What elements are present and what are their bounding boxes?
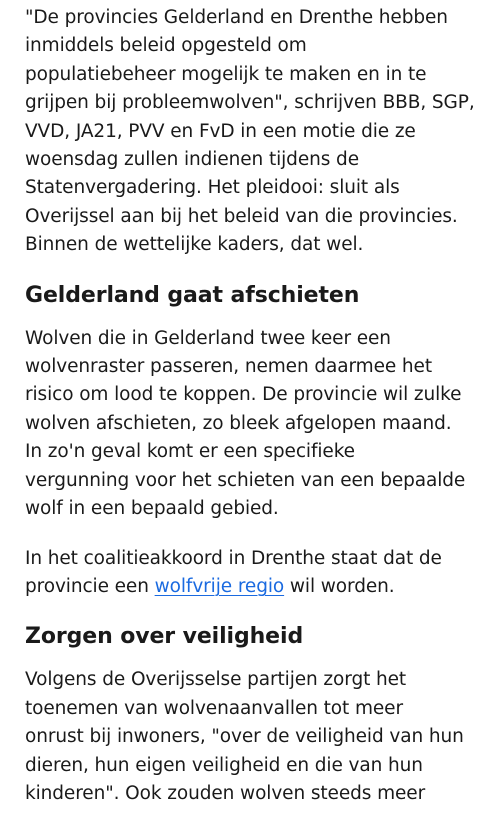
- text-line: VVD, JA21, PVV en FvD in een motie die ze: [25, 120, 416, 142]
- text-line: Wolven die in Gelderland twee keer een: [25, 327, 391, 349]
- section-heading-veiligheid: Zorgen over veiligheid: [25, 624, 304, 650]
- section-heading-gelderland: Gelderland gaat afschieten: [25, 282, 360, 308]
- text-line: In het coalitieakkoord in Drenthe staat dat de: [25, 547, 442, 569]
- text-line: wolvenraster passeren, nemen daarmee het: [25, 356, 432, 378]
- text-line: Binnen de wettelijke kaders, dat wel.: [25, 234, 364, 256]
- article-body: [25, 4, 475, 829]
- text-line: inmiddels beleid opgesteld om: [25, 35, 307, 57]
- wolfvrije-regio-link[interactable]: wolfvrije regio: [154, 575, 285, 597]
- text-line: wolven afschieten, zo bleek afgelopen maand.: [25, 412, 452, 434]
- text-line: In zo'n geval komt er een specifieke: [25, 441, 355, 463]
- text-line: onrust bij inwoners, "over de veiligheid van hun: [25, 726, 464, 748]
- text-line: vergunning voor het schieten van een bepaalde: [25, 469, 466, 491]
- text-line: Statenvergadering. Het pleidooi: sluit als: [25, 177, 400, 199]
- text-line: populatiebeheer mogelijk te maken en in te: [25, 63, 427, 85]
- text-line: toenemen van wolvenaanvallen tot meer: [25, 697, 403, 719]
- text-line: "De provincies Gelderland en Drenthe hebben: [25, 7, 448, 28]
- text-line: wolf in een bepaald gebied.: [25, 498, 279, 520]
- text-line: risico om lood te koppen. De provincie wil zulke: [25, 384, 462, 406]
- text-line: [25, 573, 457, 601]
- text-line: kinderen". Ook zouden wolven steeds meer: [25, 782, 426, 804]
- text-line: woensdag zullen indienen tijdens de: [25, 149, 359, 171]
- text-line: dieren, hun eigen veiligheid en die van hun: [25, 754, 423, 776]
- paragraph-gelderland: [25, 325, 466, 524]
- text-line: Overijssel aan bij het beleid van die provincies.: [25, 205, 458, 227]
- text-line: Volgens de Overijsselse partijen zorgt het: [25, 669, 407, 691]
- text-fragment: wil worden.: [284, 575, 395, 597]
- text-line: grijpen bij probleemwolven", schrijven BBB, SGP,: [25, 92, 475, 114]
- paragraph-motion-quote: [25, 4, 475, 260]
- paragraph-drenthe: [25, 545, 457, 602]
- paragraph-veiligheid: [25, 666, 464, 808]
- text-fragment: provincie een: [25, 575, 155, 597]
